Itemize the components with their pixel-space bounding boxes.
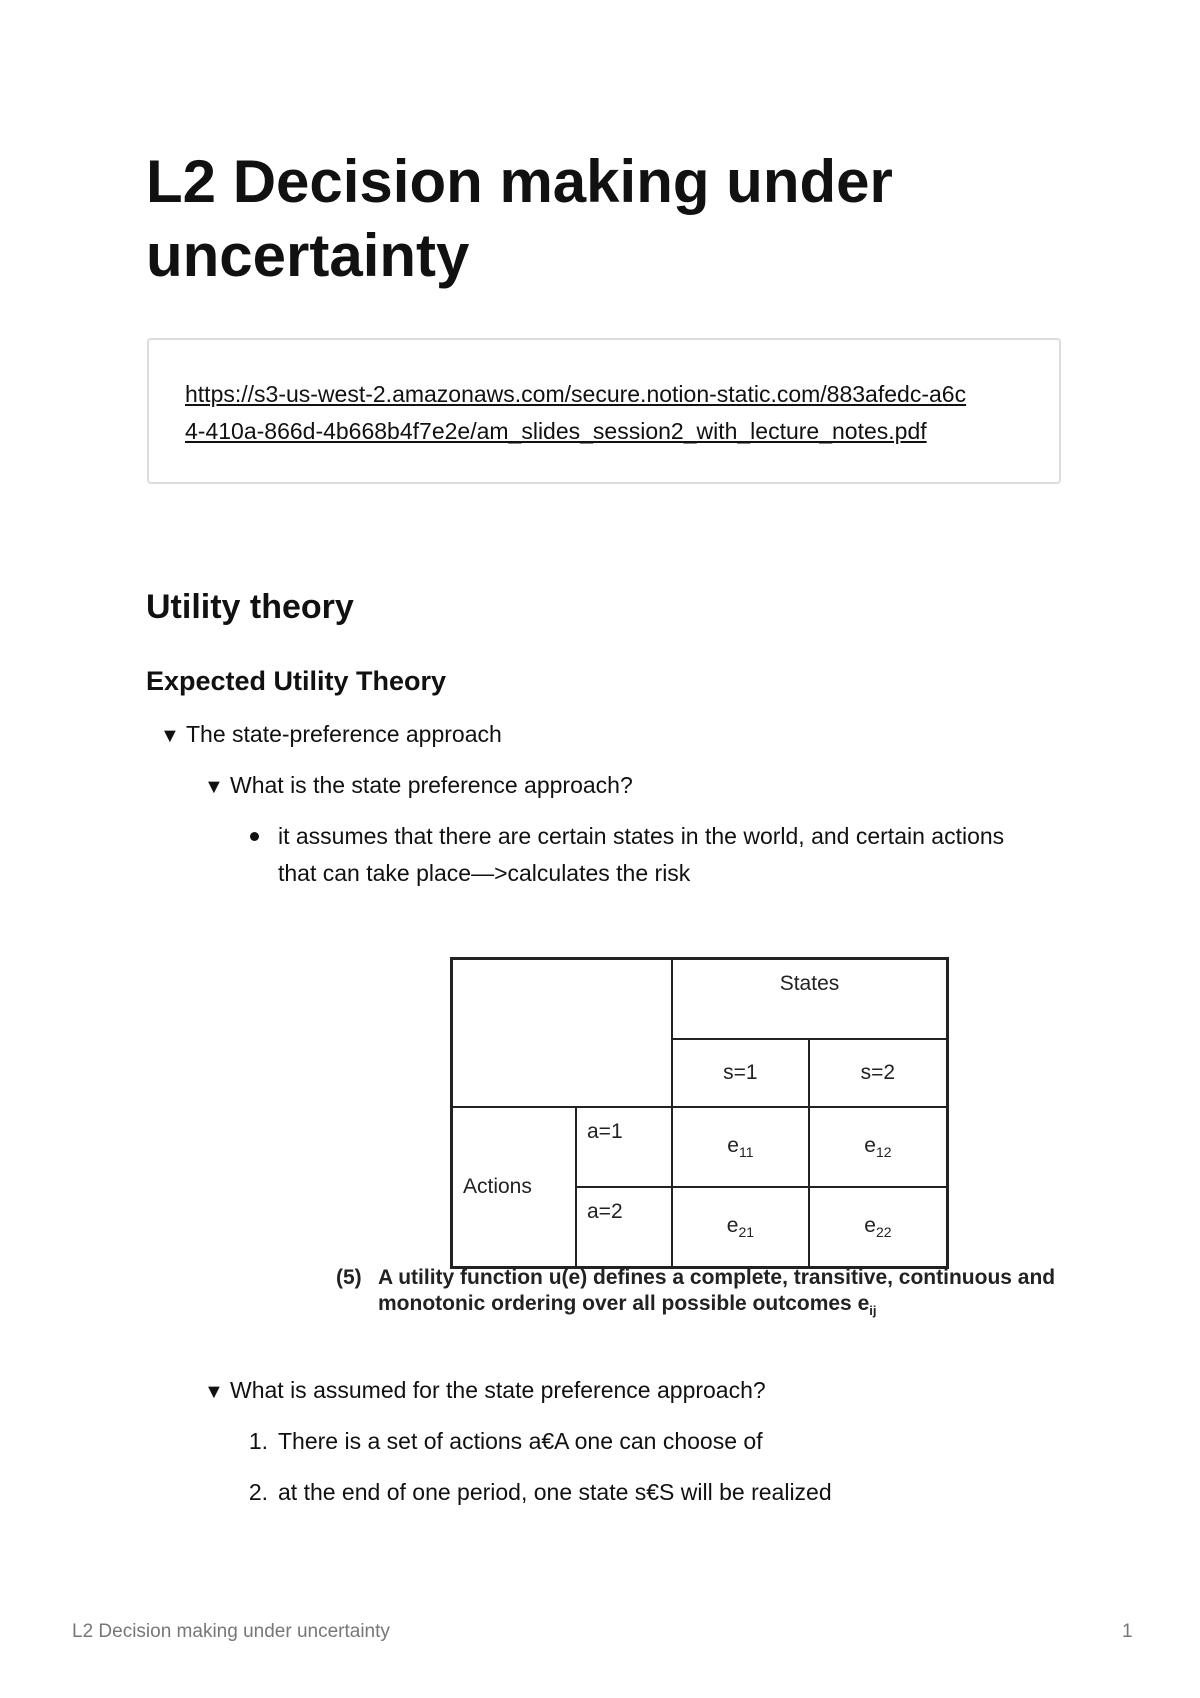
pdf-link[interactable]: https://s3-us-west-2.amazonaws.com/secure.notion-static.com/883afedc-a6c 4-410a-866d-4b668b4f7e2e/am_slides_session2_with_lecture_notes.pdf bbox=[185, 381, 967, 444]
table-states-header: States bbox=[672, 959, 948, 1040]
table-cell-e21: $e_{21}$ bbox=[672, 1187, 809, 1268]
state-action-table bbox=[450, 957, 949, 1269]
table-cell-e11: $e_{11}$ bbox=[672, 1107, 809, 1187]
page-title: L2 Decision making under uncertainty bbox=[146, 148, 893, 289]
table-cell-e12: $e_{12}$ bbox=[809, 1107, 948, 1187]
link-embed-box bbox=[147, 338, 1061, 484]
caption-text: A utility function u(e) defines a complete, transitive, continuous and monotonic ordering over all possible outcomes $e_{ij}$ bbox=[378, 1266, 1056, 1319]
bullet-item: it assumes that there are certain states in the world, and certain actions that can take place—>calculates the risk bbox=[278, 823, 1005, 886]
toggle-triangle-icon[interactable]: ▼ bbox=[160, 725, 180, 747]
toggle-what-is-state-preference[interactable] bbox=[204, 769, 633, 803]
toggle-label: What is the state preference approach? bbox=[230, 772, 633, 798]
toggle-triangle-icon[interactable]: ▼ bbox=[204, 776, 224, 798]
bullet-icon bbox=[250, 832, 259, 841]
toggle-label: The state-preference approach bbox=[186, 721, 502, 747]
table-actions-label: Actions bbox=[452, 1107, 577, 1268]
toggle-state-preference[interactable] bbox=[160, 718, 502, 752]
numbered-list-item: 2. at the end of one period, one state s€S will be realized bbox=[248, 1479, 832, 1505]
section-heading-utility-theory: Utility theory bbox=[146, 588, 354, 626]
footer-title: L2 Decision making under uncertainty bbox=[72, 1621, 390, 1642]
table-empty-corner bbox=[452, 959, 673, 1108]
table-cell-e22: $e_{22}$ bbox=[809, 1187, 948, 1268]
toggle-triangle-icon[interactable]: ▼ bbox=[204, 1381, 224, 1403]
toggle-label: What is assumed for the state preference approach? bbox=[230, 1377, 766, 1403]
table-action-a1: a=1 bbox=[576, 1107, 672, 1187]
table-action-a2: a=2 bbox=[576, 1187, 672, 1268]
caption-number: (5) bbox=[336, 1266, 362, 1289]
toggle-what-is-assumed[interactable] bbox=[204, 1374, 766, 1408]
numbered-list-item: 1. There is a set of actions a€A one can choose of bbox=[248, 1428, 763, 1454]
table-state-s2: s=2 bbox=[809, 1039, 948, 1107]
table-state-s1: s=1 bbox=[672, 1039, 809, 1107]
subsection-heading-expected-utility: Expected Utility Theory bbox=[146, 666, 447, 696]
footer-page-number: 1 bbox=[1122, 1621, 1133, 1642]
